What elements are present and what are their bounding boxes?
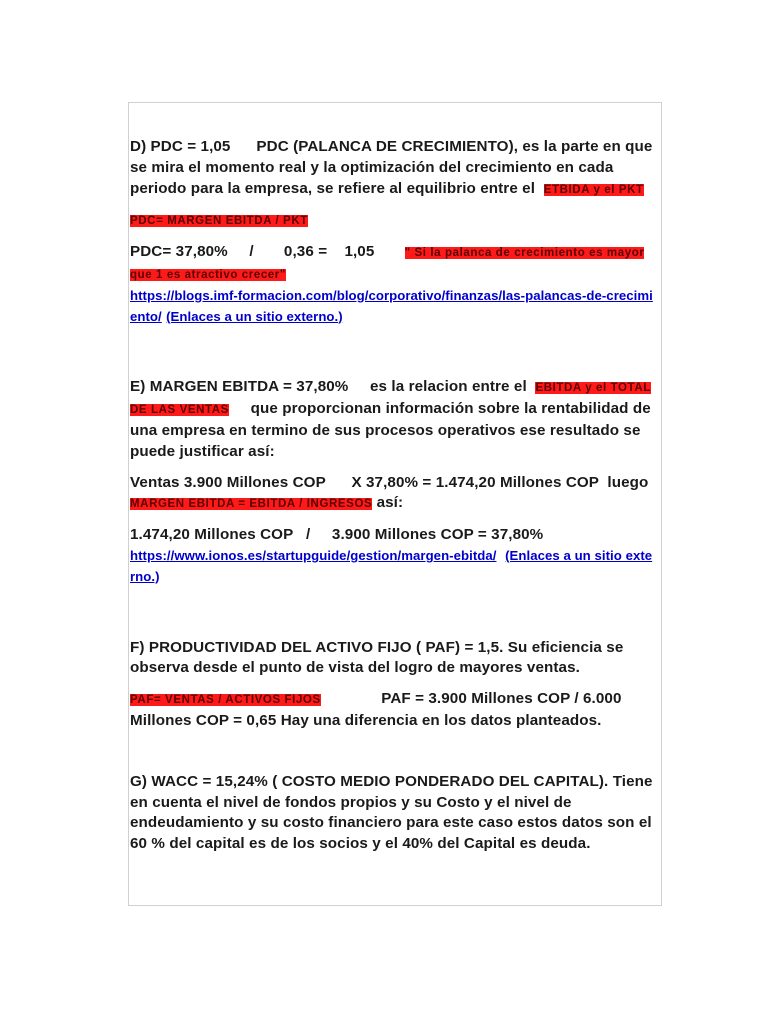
ventas-calculation: Ventas 3.900 Millones COP X 37,80% = 1.474,20 Millones COP luego — [130, 473, 649, 491]
margen-calc-line — [130, 525, 657, 587]
highlight-margen-formula: MARGEN EBITDA = EBITDA / INGRESOS — [130, 498, 373, 511]
section-d-intro — [130, 137, 657, 200]
external-link-note[interactable]: (Enlaces a un sitio externo.) — [166, 308, 343, 324]
pdc-formula-line — [130, 210, 657, 232]
ventas-suffix: así: — [376, 494, 404, 512]
pdc-value: D) PDC = 1,05 — [130, 138, 231, 155]
section-e-intro — [130, 377, 657, 462]
pdc-calc-line — [130, 242, 657, 327]
highlight-pdc-note: " Si la palanca de crecimiento es mayor que 1 es atractivo crecer" — [130, 247, 645, 281]
section-g-text: G) WACC = 15,24% ( COSTO MEDIO PONDERADO DEL CAPITAL). Tiene en cuenta el nivel de fondos propios y su Costo y el nivel de endeudamiento y su costo financiero para este caso estos datos son el 60 % del capital es de los socios y el 40% del Capital es deuda. — [130, 772, 653, 853]
document-page — [128, 102, 662, 906]
highlight-ebitda-pkt: ETBIDA y el PKT — [543, 183, 644, 196]
margen-calculation: 1.474,20 Millones COP / 3.900 Millones COP = 37,80% — [130, 526, 544, 544]
paf-line — [130, 689, 657, 732]
margen-ebitda-value: E) MARGEN EBITDA = 37,80% es la relacion entre el — [130, 378, 527, 396]
document-content — [129, 137, 663, 855]
imf-blog-link[interactable]: https://blogs.imf-formacion.com/blog/corporativo/finanzas/las-palancas-de-crecimiento/ — [130, 287, 653, 324]
ventas-line — [130, 473, 657, 516]
pdc-description: PDC (PALANCA DE CRECIMIENTO), es la parte en que se mira el momento real y la optimización del crecimiento en cada periodo para la empresa, se refiere al equilibrio entre el — [130, 138, 653, 197]
margen-ebitda-description: que proporcionan información sobre la rentabilidad de una empresa en termino de sus procesos operativos ese resultado se puede justificar así: — [130, 400, 651, 460]
ionos-link[interactable]: https://www.ionos.es/startupguide/gestion/margen-ebitda/ — [130, 547, 497, 563]
highlight-paf-formula: PAF= VENTAS / ACTIVOS FIJOS — [130, 694, 321, 707]
section-f-intro: F) PRODUCTIVIDAD DEL ACTIVO FIJO ( PAF) = 1,5. Su eficiencia se observa desde el punto de vista del logro de mayores ventas. — [130, 638, 624, 677]
pdc-calculation: PDC= 37,80% / 0,36 = 1,05 — [130, 243, 375, 261]
external-link-note[interactable]: (Enlaces a un sitio externo.) — [130, 547, 653, 584]
highlight-pdc-formula: PDC= MARGEN EBITDA / PKT — [130, 215, 308, 228]
highlight-ebitda-ventas: EBITDA y el TOTAL DE LAS VENTAS — [130, 382, 651, 417]
paf-calculation: PAF = 3.900 Millones COP / 6.000 Millones COP = 0,65 Hay una diferencia en los datos planteados. — [130, 690, 622, 729]
